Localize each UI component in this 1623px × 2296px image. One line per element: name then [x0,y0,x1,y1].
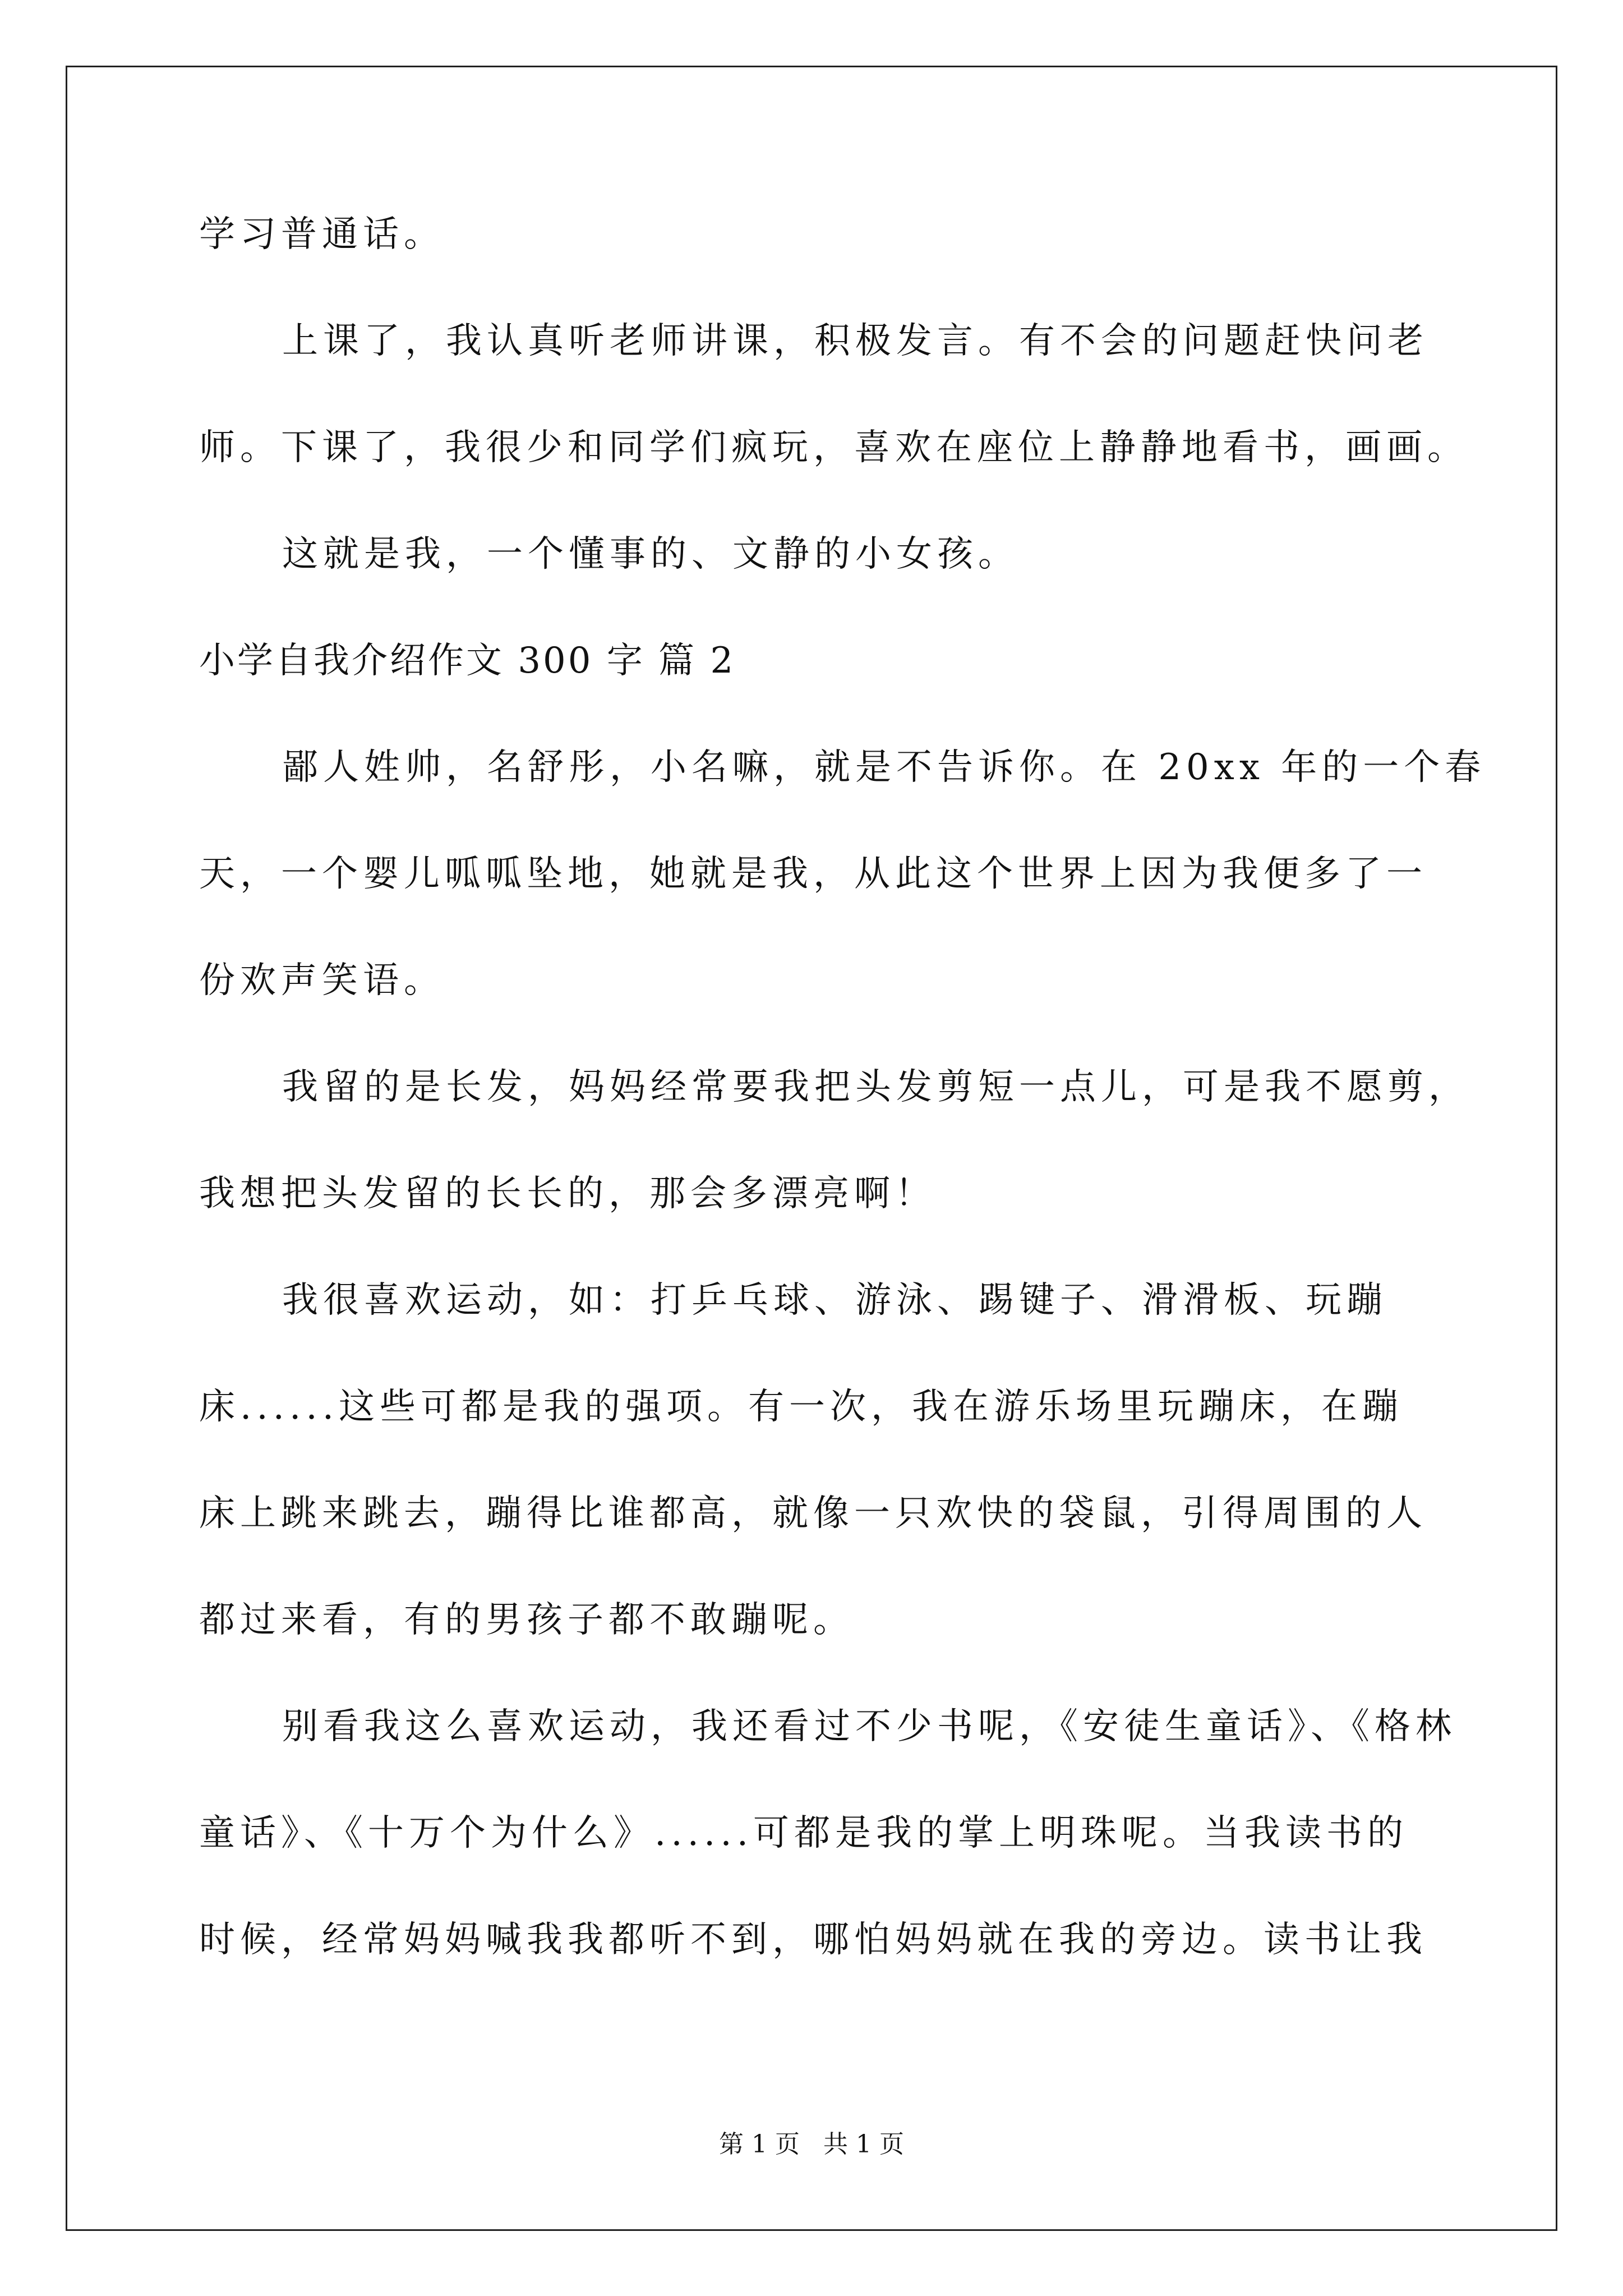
text-line-11: 我很喜欢运动，如：打乒乓球、游泳、踢键子、滑滑板、玩蹦 [282,1280,1387,1321]
text-line-16: 童话》、《十万个为什么》......可都是我的掌上明珠呢。当我读书的 [199,1812,1409,1854]
text-line-2: 上课了，我认真听老师讲课，积极发言。有不会的问题赶快问老 [282,320,1428,362]
text-line-8: 份欢声笑语。 [199,960,445,1001]
text-line-10: 我想把头发留的长长的，那会多漂亮啊！ [199,1173,936,1214]
text-line-17: 时候，经常妈妈喊我我都听不到，哪怕妈妈就在我的旁边。读书让我 [199,1919,1427,1961]
text-line-13: 床上跳来跳去，蹦得比谁都高，就像一只欢快的袋鼠，引得周围的人 [199,1493,1427,1534]
text-line-7: 天，一个婴儿呱呱坠地，她就是我，从此这个世界上因为我便多了一 [199,853,1427,895]
text-line-4: 这就是我，一个懂事的、文静的小女孩。 [282,533,1019,575]
page-number: 第 1 页 [719,2130,800,2159]
text-line-12: 床......这些可都是我的强项。有一次，我在游乐场里玩蹦床，在蹦 [199,1386,1404,1428]
page-total: 共 1 页 [823,2130,904,2159]
text-line-3: 师。下课了，我很少和同学们疯玩，喜欢在座位上静静地看书，画画。 [199,427,1468,468]
text-line-6: 鄙人姓帅，名舒彤，小名嘛，就是不告诉你。在 20xx 年的一个春 [282,747,1486,788]
text-line-15: 别看我这么喜欢运动，我还看过不少书呢，《安徒生童话》、《格林 [282,1706,1456,1747]
page-footer [0,2129,1623,2160]
text-line-9: 我留的是长发，妈妈经常要我把头发剪短一点儿，可是我不愿剪， [282,1066,1469,1108]
page-border [66,66,1557,2231]
text-line-14: 都过来看，有的男孩子都不敢蹦呢。 [199,1599,854,1641]
section-heading: 小学自我介绍作文 300 字 篇 2 [199,640,736,682]
text-line-1: 学习普通话。 [199,214,445,255]
